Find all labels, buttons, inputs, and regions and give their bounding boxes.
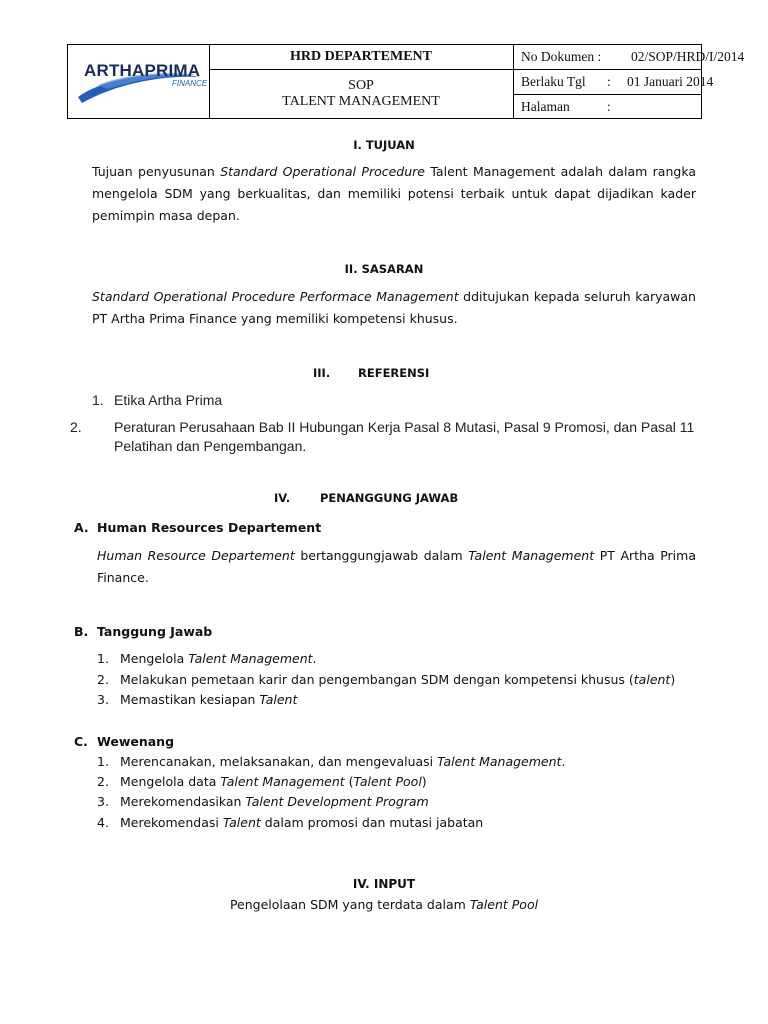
list-item-italic: Talent Management bbox=[220, 774, 345, 789]
list-item-suffix: dalam promosi dan mutasi jabatan bbox=[260, 815, 484, 830]
doc-number-label: No Dokumen : bbox=[521, 49, 602, 64]
document-header bbox=[67, 44, 745, 119]
section-a-label: A. bbox=[74, 520, 89, 535]
list-item-number: 2. bbox=[97, 774, 109, 789]
list-item-number: 3. bbox=[97, 692, 109, 707]
list-item-suffix: . bbox=[561, 754, 566, 769]
list-item bbox=[97, 649, 317, 669]
list-item-text: Melakukan pemetaan karir dan pengembangan SDM dengan kompetensi khusus ( bbox=[120, 672, 634, 687]
referensi-item-text: Etika Artha Prima bbox=[114, 392, 223, 408]
sasaran-text-a: Standard Operational Procedure Performace Management bbox=[92, 289, 459, 304]
doc-number-row bbox=[514, 45, 745, 70]
page-colon: : bbox=[607, 99, 611, 114]
input-heading: IV. INPUT bbox=[352, 877, 416, 891]
list-item-number: 4. bbox=[97, 815, 109, 830]
list-item bbox=[97, 772, 427, 792]
valid-date-value: 01 Januari 2014 bbox=[627, 74, 714, 89]
referensi-item-text: Peraturan Perusahaan Bab II Hubungan Kerja Pasal 8 Mutasi, Pasal 9 Promosi, dan Pasal 11 Pelatihan dan Pengembangan. bbox=[114, 419, 695, 454]
list-item-number: 3. bbox=[97, 794, 109, 809]
referensi-item bbox=[92, 391, 702, 410]
section-c-title: Wewenang bbox=[97, 734, 175, 749]
page-row bbox=[514, 95, 701, 119]
list-item bbox=[97, 690, 297, 710]
page-label: Halaman bbox=[521, 99, 570, 114]
section-b-title: Tanggung Jawab bbox=[97, 624, 213, 639]
valid-date-colon: : bbox=[607, 74, 611, 89]
section-c-label: C. bbox=[74, 734, 88, 749]
section-a-title: Human Resources Departement bbox=[97, 520, 322, 535]
list-item-text: Memastikan kesiapan bbox=[120, 692, 260, 707]
sasaran-text-b: dditujukan kepada seluruh karyawan PT Artha Prima Finance yang memiliki kompetensi khusus. bbox=[92, 289, 696, 326]
section-b-label: B. bbox=[74, 624, 89, 639]
list-item-italic: Talent bbox=[222, 815, 261, 830]
section-a-text-2: bertanggungjawab dalam bbox=[294, 548, 469, 563]
sasaran-heading: II. SASARAN bbox=[344, 262, 424, 276]
input-text bbox=[0, 897, 768, 912]
list-item-suffix: . bbox=[312, 651, 317, 666]
list-item bbox=[97, 752, 565, 772]
sop-line-2: TALENT MANAGEMENT bbox=[282, 94, 440, 109]
list-item bbox=[97, 792, 429, 812]
penanggung-number: IV. bbox=[274, 491, 291, 505]
doc-number-value: 02/SOP/HRD/I/2014 bbox=[631, 49, 745, 64]
logo-subtext: FINANCE bbox=[172, 79, 208, 88]
list-item-italic: Talent Development Program bbox=[245, 794, 429, 809]
list-item-italic: Talent Management bbox=[188, 651, 313, 666]
section-a-text-3: Talent Management bbox=[468, 548, 595, 563]
list-item-italic: Talent Management bbox=[437, 754, 562, 769]
sop-title bbox=[209, 70, 513, 110]
list-item-italic: talent bbox=[633, 672, 671, 687]
list-item-italic-2: Talent Pool bbox=[353, 774, 422, 789]
tujuan-text-a: Tujuan penyusunan bbox=[92, 164, 221, 179]
referensi-item bbox=[70, 418, 714, 456]
list-item-text: Merekomendasi bbox=[120, 815, 223, 830]
list-item-suffix: ) bbox=[670, 672, 676, 687]
input-text-b: Talent Pool bbox=[469, 897, 539, 912]
tujuan-text-c: Talent Management adalah dalam rangka mengelola SDM yang berkualitas, dan memiliki potensi terbaik untuk dapat dijadikan kader pemimpin masa depan. bbox=[92, 164, 696, 223]
penanggung-heading: PENANGGUNG JAWAB bbox=[320, 491, 459, 505]
list-item-text-2: ( bbox=[344, 774, 354, 789]
tujuan-text-b: Standard Operational Procedure bbox=[220, 164, 425, 179]
input-text-a: Pengelolaan SDM yang terdata dalam bbox=[229, 897, 470, 912]
list-item-number: 1. bbox=[97, 754, 109, 769]
list-item-text: Merencanakan, melaksanakan, dan mengevaluasi bbox=[120, 754, 438, 769]
section-a-text-4: PT Artha Prima Finance. bbox=[97, 548, 696, 585]
tujuan-paragraph bbox=[92, 161, 696, 227]
list-item-italic: Talent bbox=[259, 692, 298, 707]
list-item-number: 1. bbox=[97, 651, 109, 666]
referensi-heading: REFERENSI bbox=[358, 366, 430, 380]
department-title: HRD DEPARTEMENT bbox=[209, 45, 513, 70]
referensi-item-number: 2. bbox=[70, 419, 82, 435]
logo-cell bbox=[68, 45, 210, 118]
valid-date-row bbox=[514, 70, 714, 95]
list-item bbox=[97, 813, 483, 833]
sop-line-1: SOP bbox=[348, 78, 374, 93]
sasaran-paragraph bbox=[92, 286, 696, 330]
section-a-text-1: Human Resource Departement bbox=[97, 548, 295, 563]
title-cell bbox=[209, 45, 514, 118]
list-item bbox=[97, 670, 675, 690]
list-item-text: Mengelola bbox=[120, 651, 189, 666]
list-item-number: 2. bbox=[97, 672, 109, 687]
valid-date-label: Berlaku Tgl bbox=[521, 74, 586, 89]
list-item-text: Mengelola data bbox=[120, 774, 221, 789]
logo-text: ARTHAPRIMA bbox=[84, 61, 201, 80]
tujuan-heading: I. TUJUAN bbox=[353, 138, 415, 152]
section-a-paragraph bbox=[97, 545, 696, 589]
list-item-suffix: ) bbox=[421, 774, 427, 789]
referensi-number: III. bbox=[313, 366, 331, 380]
referensi-item-number: 1. bbox=[92, 392, 104, 408]
meta-cell bbox=[514, 45, 745, 118]
list-item-text: Merekomendasikan bbox=[120, 794, 246, 809]
